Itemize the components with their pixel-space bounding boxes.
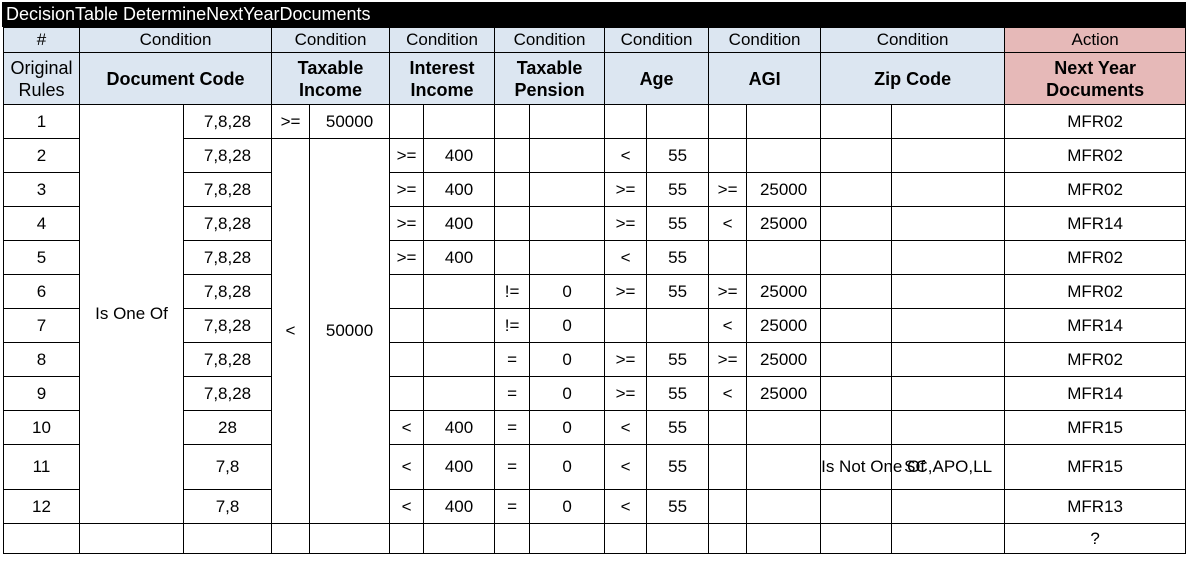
rule-number-cell: 12 bbox=[4, 490, 80, 524]
age-operator-cell bbox=[605, 309, 647, 343]
age-operator-cell: >= bbox=[605, 207, 647, 241]
header-condition-taxable-income: Condition bbox=[272, 28, 390, 53]
next-year-documents-cell: MFR15 bbox=[1005, 411, 1186, 445]
agi-operator-cell bbox=[709, 445, 747, 490]
age-value-cell bbox=[647, 309, 709, 343]
taxable-income-value-cell: 50000 bbox=[310, 105, 390, 139]
zip-code-operator-cell: Is Not One Of bbox=[821, 445, 892, 490]
age-value-cell: 55 bbox=[647, 241, 709, 275]
document-code-value-cell: 7,8,28 bbox=[184, 377, 272, 411]
next-year-documents-cell: MFR14 bbox=[1005, 309, 1186, 343]
taxable-pension-operator-cell: != bbox=[495, 309, 530, 343]
interest-income-operator-cell bbox=[390, 309, 424, 343]
agi-value-cell: 25000 bbox=[747, 173, 821, 207]
interest-income-value-cell: 400 bbox=[424, 445, 495, 490]
interest-income-value-cell bbox=[424, 343, 495, 377]
interest-income-value-cell bbox=[424, 309, 495, 343]
interest-income-operator-cell bbox=[390, 343, 424, 377]
interest-income-operator-cell bbox=[390, 377, 424, 411]
next-year-documents-cell: MFR02 bbox=[1005, 343, 1186, 377]
zip-code-value-cell bbox=[892, 139, 1005, 173]
header-document-code: Document Code bbox=[80, 53, 272, 105]
interest-income-value-cell bbox=[424, 524, 495, 554]
interest-income-operator-cell bbox=[390, 275, 424, 309]
interest-income-value-cell: 400 bbox=[424, 241, 495, 275]
agi-operator-cell bbox=[709, 411, 747, 445]
rule-number-cell: 5 bbox=[4, 241, 80, 275]
next-year-documents-cell: MFR14 bbox=[1005, 377, 1186, 411]
taxable-pension-value-cell: 0 bbox=[530, 411, 605, 445]
taxable-pension-operator-cell bbox=[495, 105, 530, 139]
rule-number-cell: 9 bbox=[4, 377, 80, 411]
document-code-value-cell: 7,8,28 bbox=[184, 241, 272, 275]
header-condition-age: Condition bbox=[605, 28, 709, 53]
zip-code-value-cell bbox=[892, 411, 1005, 445]
age-operator-cell: < bbox=[605, 445, 647, 490]
zip-code-value-cell bbox=[892, 343, 1005, 377]
agi-value-cell: 25000 bbox=[747, 275, 821, 309]
agi-value-cell bbox=[747, 411, 821, 445]
age-operator-cell bbox=[605, 105, 647, 139]
zip-code-operator-cell bbox=[821, 173, 892, 207]
interest-income-value-cell bbox=[424, 377, 495, 411]
rule-number-cell: 4 bbox=[4, 207, 80, 241]
zip-code-operator-cell bbox=[821, 343, 892, 377]
header-condition-agi: Condition bbox=[709, 28, 821, 53]
document-code-value-cell: 7,8,28 bbox=[184, 343, 272, 377]
rule-number-cell: 6 bbox=[4, 275, 80, 309]
age-value-cell: 55 bbox=[647, 445, 709, 490]
taxable-pension-value-cell bbox=[530, 173, 605, 207]
age-value-cell: 55 bbox=[647, 490, 709, 524]
agi-operator-cell: < bbox=[709, 309, 747, 343]
next-year-documents-cell: MFR14 bbox=[1005, 207, 1186, 241]
header-interest-income: Interest Income bbox=[390, 53, 495, 105]
zip-code-value-cell bbox=[892, 241, 1005, 275]
taxable-pension-operator-cell: = bbox=[495, 490, 530, 524]
next-year-documents-cell: MFR02 bbox=[1005, 173, 1186, 207]
interest-income-value-cell bbox=[424, 275, 495, 309]
interest-income-operator-cell: < bbox=[390, 445, 424, 490]
taxable-pension-value-cell: 0 bbox=[530, 377, 605, 411]
document-code-operator-cell: Is One Of bbox=[80, 105, 184, 524]
document-code-value-cell: 7,8,28 bbox=[184, 309, 272, 343]
taxable-income-operator-cell: < bbox=[272, 139, 310, 524]
agi-operator-cell: >= bbox=[709, 275, 747, 309]
taxable-pension-value-cell: 0 bbox=[530, 275, 605, 309]
next-year-documents-cell: MFR13 bbox=[1005, 490, 1186, 524]
header-row-names bbox=[4, 53, 1186, 105]
taxable-income-operator-cell bbox=[272, 524, 310, 554]
taxable-pension-operator-cell bbox=[495, 173, 530, 207]
agi-operator-cell: < bbox=[709, 377, 747, 411]
taxable-pension-operator-cell: = bbox=[495, 411, 530, 445]
taxable-pension-value-cell: 0 bbox=[530, 490, 605, 524]
age-operator-cell: >= bbox=[605, 343, 647, 377]
header-age: Age bbox=[605, 53, 709, 105]
agi-operator-cell: >= bbox=[709, 173, 747, 207]
interest-income-value-cell: 400 bbox=[424, 490, 495, 524]
zip-code-operator-cell bbox=[821, 139, 892, 173]
header-row-types bbox=[4, 28, 1186, 53]
age-operator-cell: >= bbox=[605, 377, 647, 411]
agi-value-cell bbox=[747, 524, 821, 554]
header-original-rules: Original Rules bbox=[4, 53, 80, 105]
document-code-value-cell: 7,8,28 bbox=[184, 139, 272, 173]
agi-value-cell: 25000 bbox=[747, 309, 821, 343]
age-value-cell: 55 bbox=[647, 343, 709, 377]
header-condition-interest-income: Condition bbox=[390, 28, 495, 53]
rule-number-cell: 8 bbox=[4, 343, 80, 377]
age-value-cell bbox=[647, 105, 709, 139]
age-value-cell bbox=[647, 524, 709, 554]
zip-code-value-cell bbox=[892, 207, 1005, 241]
header-taxable-pension: Taxable Pension bbox=[495, 53, 605, 105]
zip-code-operator-cell bbox=[821, 309, 892, 343]
rule-number-cell: 1 bbox=[4, 105, 80, 139]
taxable-pension-value-cell bbox=[530, 524, 605, 554]
header-condition-document-code: Condition bbox=[80, 28, 272, 53]
interest-income-operator-cell: >= bbox=[390, 207, 424, 241]
taxable-pension-operator-cell bbox=[495, 241, 530, 275]
interest-income-value-cell: 400 bbox=[424, 207, 495, 241]
age-operator-cell bbox=[605, 524, 647, 554]
header-condition-zip-code: Condition bbox=[821, 28, 1005, 53]
taxable-pension-operator-cell: != bbox=[495, 275, 530, 309]
document-code-value-cell: 7,8 bbox=[184, 445, 272, 490]
zip-code-value-cell bbox=[892, 105, 1005, 139]
age-operator-cell: < bbox=[605, 241, 647, 275]
age-operator-cell: < bbox=[605, 490, 647, 524]
table-row bbox=[4, 105, 1186, 139]
table-title: DecisionTable DetermineNextYearDocuments bbox=[2, 2, 1186, 27]
next-year-documents-cell: MFR02 bbox=[1005, 241, 1186, 275]
rule-number-cell bbox=[4, 524, 80, 554]
taxable-income-value-cell: 50000 bbox=[310, 139, 390, 524]
document-code-value-cell: 7,8,28 bbox=[184, 275, 272, 309]
taxable-pension-value-cell bbox=[530, 241, 605, 275]
taxable-pension-value-cell bbox=[530, 105, 605, 139]
zip-code-operator-cell bbox=[821, 377, 892, 411]
document-code-value-cell bbox=[184, 524, 272, 554]
header-next-year-documents: Next Year Documents bbox=[1005, 53, 1186, 105]
agi-value-cell bbox=[747, 139, 821, 173]
taxable-pension-value-cell bbox=[530, 139, 605, 173]
zip-code-value-cell: SC,APO,LL bbox=[892, 445, 1005, 490]
agi-value-cell: 25000 bbox=[747, 343, 821, 377]
interest-income-operator-cell: < bbox=[390, 411, 424, 445]
age-operator-cell: < bbox=[605, 411, 647, 445]
agi-value-cell: 25000 bbox=[747, 377, 821, 411]
age-value-cell: 55 bbox=[647, 275, 709, 309]
age-value-cell: 55 bbox=[647, 207, 709, 241]
next-year-documents-cell: MFR02 bbox=[1005, 139, 1186, 173]
taxable-pension-operator-cell: = bbox=[495, 343, 530, 377]
interest-income-operator-cell: >= bbox=[390, 241, 424, 275]
rule-number-cell: 11 bbox=[4, 445, 80, 490]
zip-code-value-cell bbox=[892, 173, 1005, 207]
age-value-cell: 55 bbox=[647, 139, 709, 173]
taxable-pension-operator-cell bbox=[495, 207, 530, 241]
taxable-pension-operator-cell: = bbox=[495, 445, 530, 490]
zip-code-operator-cell bbox=[821, 105, 892, 139]
age-value-cell: 55 bbox=[647, 411, 709, 445]
document-code-value-cell: 7,8,28 bbox=[184, 105, 272, 139]
zip-code-operator-cell bbox=[821, 275, 892, 309]
zip-code-operator-cell bbox=[821, 241, 892, 275]
interest-income-value-cell bbox=[424, 105, 495, 139]
header-condition-taxable-pension: Condition bbox=[495, 28, 605, 53]
rule-number-cell: 3 bbox=[4, 173, 80, 207]
taxable-pension-operator-cell: = bbox=[495, 377, 530, 411]
age-value-cell: 55 bbox=[647, 377, 709, 411]
agi-operator-cell bbox=[709, 490, 747, 524]
agi-operator-cell: >= bbox=[709, 343, 747, 377]
zip-code-operator-cell bbox=[821, 411, 892, 445]
agi-operator-cell bbox=[709, 241, 747, 275]
taxable-pension-value-cell: 0 bbox=[530, 445, 605, 490]
agi-value-cell bbox=[747, 241, 821, 275]
interest-income-operator-cell: >= bbox=[390, 173, 424, 207]
interest-income-value-cell: 400 bbox=[424, 411, 495, 445]
age-operator-cell: >= bbox=[605, 173, 647, 207]
rule-number-cell: 2 bbox=[4, 139, 80, 173]
next-year-documents-cell: ? bbox=[1005, 524, 1186, 554]
interest-income-operator-cell bbox=[390, 105, 424, 139]
header-zip-code: Zip Code bbox=[821, 53, 1005, 105]
header-hash: # bbox=[4, 28, 80, 53]
taxable-pension-value-cell: 0 bbox=[530, 309, 605, 343]
next-year-documents-cell: MFR15 bbox=[1005, 445, 1186, 490]
taxable-income-operator-cell: >= bbox=[272, 105, 310, 139]
taxable-pension-value-cell: 0 bbox=[530, 343, 605, 377]
zip-code-value-cell bbox=[892, 275, 1005, 309]
table-row bbox=[4, 524, 1186, 554]
document-code-value-cell: 7,8,28 bbox=[184, 207, 272, 241]
agi-value-cell: 25000 bbox=[747, 207, 821, 241]
header-agi: AGI bbox=[709, 53, 821, 105]
rule-number-cell: 10 bbox=[4, 411, 80, 445]
header-taxable-income: Taxable Income bbox=[272, 53, 390, 105]
age-operator-cell: >= bbox=[605, 275, 647, 309]
document-code-value-cell: 28 bbox=[184, 411, 272, 445]
taxable-pension-value-cell bbox=[530, 207, 605, 241]
zip-code-operator-cell bbox=[821, 524, 892, 554]
agi-value-cell bbox=[747, 445, 821, 490]
next-year-documents-cell: MFR02 bbox=[1005, 275, 1186, 309]
zip-code-value-cell bbox=[892, 524, 1005, 554]
agi-value-cell bbox=[747, 490, 821, 524]
next-year-documents-cell: MFR02 bbox=[1005, 105, 1186, 139]
agi-value-cell bbox=[747, 105, 821, 139]
zip-code-value-cell bbox=[892, 377, 1005, 411]
interest-income-value-cell: 400 bbox=[424, 173, 495, 207]
decision-table bbox=[3, 27, 1186, 554]
agi-operator-cell: < bbox=[709, 207, 747, 241]
interest-income-operator-cell: < bbox=[390, 490, 424, 524]
zip-code-operator-cell bbox=[821, 490, 892, 524]
rule-number-cell: 7 bbox=[4, 309, 80, 343]
interest-income-operator-cell: >= bbox=[390, 139, 424, 173]
agi-operator-cell bbox=[709, 524, 747, 554]
zip-code-value-cell bbox=[892, 490, 1005, 524]
taxable-pension-operator-cell bbox=[495, 524, 530, 554]
document-code-value-cell: 7,8 bbox=[184, 490, 272, 524]
age-value-cell: 55 bbox=[647, 173, 709, 207]
taxable-income-value-cell bbox=[310, 524, 390, 554]
agi-operator-cell bbox=[709, 105, 747, 139]
document-code-operator-cell bbox=[80, 524, 184, 554]
age-operator-cell: < bbox=[605, 139, 647, 173]
zip-code-value-cell bbox=[892, 309, 1005, 343]
taxable-pension-operator-cell bbox=[495, 139, 530, 173]
document-code-value-cell: 7,8,28 bbox=[184, 173, 272, 207]
agi-operator-cell bbox=[709, 139, 747, 173]
interest-income-operator-cell bbox=[390, 524, 424, 554]
interest-income-value-cell: 400 bbox=[424, 139, 495, 173]
header-action: Action bbox=[1005, 28, 1186, 53]
zip-code-operator-cell bbox=[821, 207, 892, 241]
